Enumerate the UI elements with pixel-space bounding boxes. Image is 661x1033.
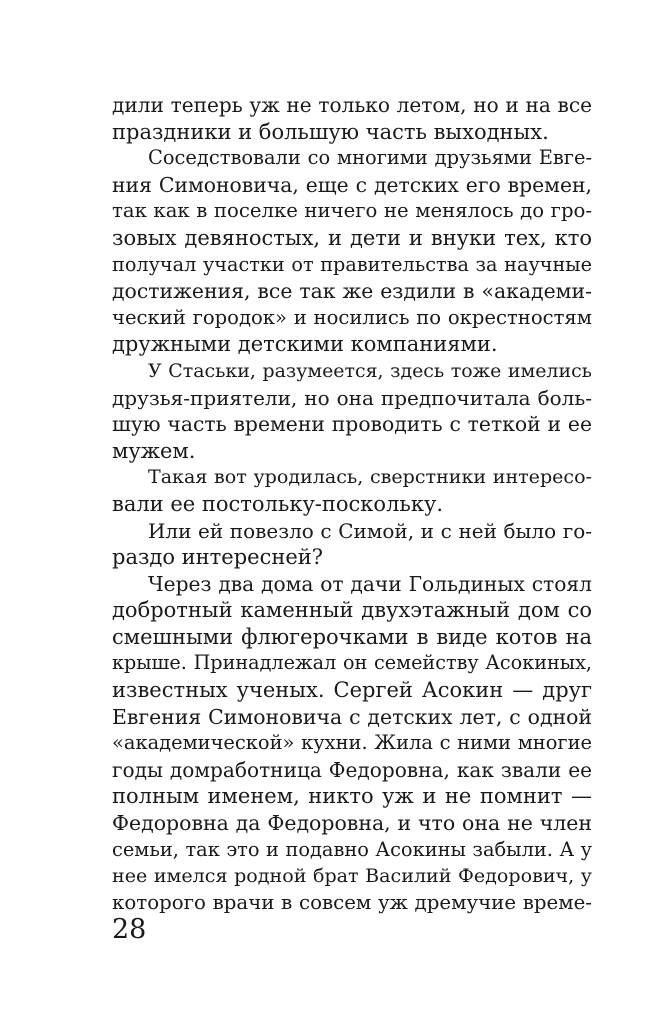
text-line: Через два дома от дачи Гольдиных стоял: [148, 571, 592, 596]
text-line: добротный каменный двухэтажный дом со: [112, 598, 592, 623]
text-line: шую часть времени проводить с теткой и ее: [112, 412, 592, 437]
text-block: [112, 92, 592, 916]
text-line: ния Симоновича, еще с детских его времен,: [112, 172, 592, 197]
page-number: 28: [112, 914, 147, 945]
text-line: «академической» кухни. Жила с ними многие: [112, 731, 592, 755]
text-line: достижения, все так же ездили в «академи-: [112, 279, 592, 304]
text-line: друзья-приятели, но она предпочитала боль-: [112, 385, 592, 410]
text-line: смешными флюгерочками в виде котов на: [112, 624, 592, 649]
text-line: известных ученых. Сергей Асокин — друг: [112, 678, 592, 703]
text-line: так как в поселке ничего не менялось до гро-: [112, 199, 592, 223]
text-line: ческий городок» и носились по окрестностям: [112, 305, 592, 329]
text-line: полным именем, никто уж и не помнит —: [112, 784, 592, 809]
text-line: У Стаськи, разумеется, здесь тоже имелись: [148, 359, 592, 382]
text-line: годы домработница Федоровна, как звали ее: [112, 757, 592, 782]
text-line: крыше. Принадлежал он семейству Асокиных,: [112, 651, 592, 675]
text-line: Евгения Симоновича с детских лет, с одной: [112, 704, 592, 729]
text-line: вали ее постольку-поскольку.: [112, 491, 443, 516]
text-line: получал участки от правительства за научные: [112, 252, 592, 276]
text-line: дружными детскими компаниями.: [112, 332, 498, 357]
text-line: раздо интересней?: [112, 545, 324, 570]
text-line: которого врачи в совсем уж дремучие време-: [112, 890, 592, 914]
text-line: Федоровна да Федоровна, и что она не член: [112, 811, 592, 836]
text-line: Такая вот уродилась, сверстники интересо-: [148, 466, 592, 489]
text-line: Или ей повезло с Симой, и с ней было го-: [148, 518, 592, 543]
text-line: нее имелся родной брат Василий Федорович, у: [112, 864, 592, 888]
text-line: Соседствовали со многими друзьями Евге-: [148, 146, 592, 170]
text-line: зовых девяностых, и дети и внуки тех, кто: [112, 225, 592, 250]
text-line: мужем.: [112, 438, 196, 463]
text-line: дили теперь уж не только летом, но и на все: [112, 93, 592, 117]
text-line: праздники и большую часть выходных.: [112, 119, 549, 144]
text-line: семьи, так это и подавно Асокины забыли. А у: [112, 837, 592, 861]
